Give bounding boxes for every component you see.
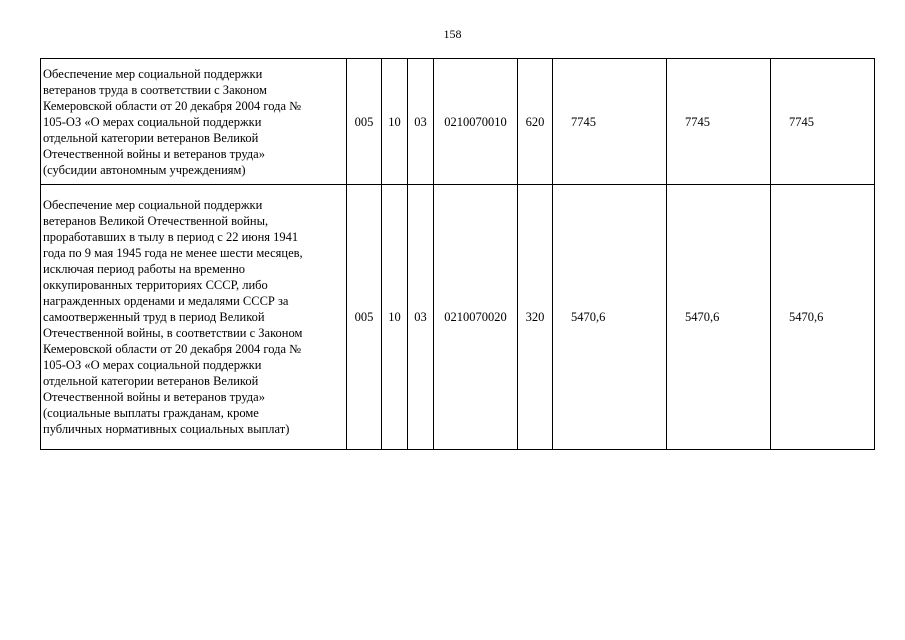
description-line: ветеранов Великой Отечественной войны, [43,214,269,228]
row-description [41,59,347,185]
amount-year-2: 7745 [667,59,771,185]
description-line: (социальные выплаты гражданам, кроме [43,406,259,420]
amount-year-2: 5470,6 [667,185,771,450]
subsection-code: 03 [408,185,434,450]
expense-type-code: 320 [518,185,553,450]
description-line: оккупированных территориях СССР, либо [43,278,268,292]
subsection-code: 03 [408,59,434,185]
description-line: Кемеровской области от 20 декабря 2004 года № [43,342,302,356]
description-line: Обеспечение мер социальной поддержки [43,66,263,81]
description-line: (субсидии автономным учреждениям) [43,162,246,177]
table-row [41,59,875,185]
expense-type-code: 620 [518,59,553,185]
description-line: публичных нормативных социальных выплат) [43,422,290,436]
amount-year-1: 5470,6 [553,185,667,450]
description-line: самоотверженный труд в период Великой [43,310,265,324]
ministry-code: 005 [347,185,382,450]
description-line: Отечественной войны, в соответствии с Законом [43,326,303,340]
description-line: исключая период работы на временно [43,262,246,276]
description-line: 105-ОЗ «О мерах социальной поддержки [43,358,262,372]
description-line: отдельной категории ветеранов Великой [43,130,259,145]
description-line: Отечественной войны и ветеранов труда» [43,146,265,161]
amount-year-3: 5470,6 [771,185,875,450]
page-number: 158 [443,27,462,41]
amount-year-1: 7745 [553,59,667,185]
budget-table [40,58,875,450]
description-line: Отечественной войны и ветеранов труда» [43,390,265,404]
description-line: года по 9 мая 1945 года не менее шести месяцев, [43,246,303,260]
description-line: 105-ОЗ «О мерах социальной поддержки [43,114,262,129]
description-line: Кемеровской области от 20 декабря 2004 года № [43,98,302,113]
target-article-code: 0210070010 [434,59,518,185]
description-line: награжденных орденами и медалями СССР за [43,294,289,308]
amount-year-3: 7745 [771,59,875,185]
section-code: 10 [382,185,408,450]
ministry-code: 005 [347,59,382,185]
target-article-code: 0210070020 [434,185,518,450]
description-line: Обеспечение мер социальной поддержки [43,198,263,212]
description-line: ветеранов труда в соответствии с Законом [43,82,267,97]
description-line: отдельной категории ветеранов Великой [43,374,259,388]
row-description [41,185,347,450]
section-code: 10 [382,59,408,185]
table-row [41,185,875,450]
description-line: проработавших в тылу в период с 22 июня 1941 [43,230,299,244]
